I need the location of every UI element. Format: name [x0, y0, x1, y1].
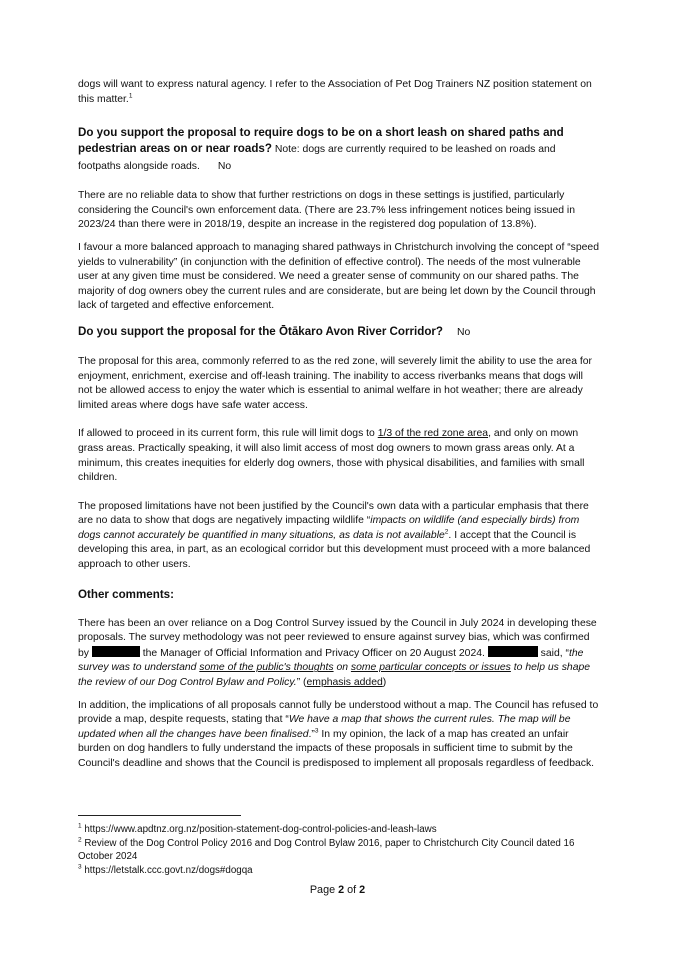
footnote-separator — [78, 815, 241, 816]
paragraph-survey: There has been an over reliance on a Dog Control Survey issued by the Council in July 2024 in developing these proposals. The survey methodology was not peer reviewed to ensure against survey bias, which was confirmed by the Manager of Official Information and Privacy Officer on 20 August 2024. said, “the survey was to understand some of the public's thoughts on some particular concepts or issues to help us shape the review of our Dog Control Bylaw and Policy.” (emphasis added) — [78, 617, 597, 689]
emphasis-added: emphasis added — [306, 677, 383, 689]
paragraph-red-zone: The proposal for this area, commonly referred to as the red zone, will severely limit the ability to use the area for enjoyment, enrichment, exercise and off-leash training. The inability to access riverbanks means that dogs will not be allowed access to enjoy the water which is essential to animal welfare in hot weather; there are already limited areas where dogs have safe water access. — [78, 355, 592, 411]
quote-italic: We have a map that shows the current rules. The map will be updated when all the changes have been finalised — [78, 714, 571, 740]
footnote-1[interactable]: $^1$ https://www.apdtnz.org.nz/position-statement-dog-control-policies-and-leash-laws — [78, 822, 437, 835]
document-page — [78, 78, 600, 780]
question-river-corridor — [78, 324, 600, 341]
paragraph-limit-dogs: If allowed to proceed in its current form, this rule will limit dogs to 1/3 of the red zone area, and only on mown grass areas. Practically speaking, it will also limit access of most dog owners to mown grass areas only. At a minimum, this creates inequities for elderly dog owners, those with physical disabilities, and families with small children. — [78, 428, 585, 484]
footnote-ref-2[interactable]: 2 — [444, 528, 449, 536]
question-answer: No — [217, 161, 232, 173]
page-number: Page 2 of 2 — [309, 884, 366, 896]
question-short-leash — [78, 125, 600, 175]
question-heading: Do you support the proposal for the Ōtākaro Avon River Corridor? — [78, 324, 444, 338]
section-heading-other-comments: Other comments: — [78, 587, 174, 601]
paragraph-wildlife: The proposed limitations have not been justified by the Council's own data with a particular emphasis that there are no data to show that dogs are negatively impacting wildlife “impacts on wildlife (and especially birds) from dogs cannot accurately be quantified in many situations, as data is not available$^2$. I accept that the Council is developing this area, in part, as an ecological corridor but this development must proceed with a more balanced approach to other users. — [78, 500, 591, 571]
paragraph-intro: dogs will want to express natural agency. I refer to the Association of Pet Dog Trainers NZ position statement on this matter.$^1$ — [78, 79, 592, 105]
question-note: Note: dogs are currently required to be leashed on roads and footpaths alongside roads. — [78, 144, 556, 173]
footnote-2: $^2$ Review of the Dog Control Policy 2016 and Dog Control Bylaw 2016, paper to Christchurch City Council dated 16 October 2024 — [78, 836, 575, 862]
footnote-3[interactable]: $^3$ https://letstalk.ccc.govt.nz/dogs#dogqa — [78, 863, 253, 876]
redaction-box — [92, 646, 140, 657]
question-answer: No — [457, 326, 471, 338]
quote-italic: impacts on wildlife (and especially birds) from dogs cannot accurately be quantified in many situations, as data is not available — [78, 515, 580, 541]
redaction-box — [488, 646, 538, 657]
paragraph-speed-yields: I favour a more balanced approach to managing shared pathways in Christchurch involving the concept of “speed yields to vulnerability” (in conjunction with the definition of effective control). The needs of the most vulnerable user at any given time must be considered. We need a greater sense of community on our shared paths. The majority of dog owners obey the current rules and are considerate, but are being let down by the Council through lack of targeted and effective enforcement. — [78, 241, 599, 312]
footnote-ref-3[interactable]: 3 — [314, 727, 319, 735]
underlined-phrase: 1/3 of the red zone area — [377, 428, 489, 440]
footnote-ref-1[interactable]: 1 — [128, 92, 133, 100]
paragraph-enforcement-data: There are no reliable data to show that further restrictions on dogs in these settings is justified, particularly considering the Council's own enforcement data. (There are 23.7% less infringement notices being issued in 2023/24 than there were in 2018/19, despite an increase in the registered dog population of 13.8%). — [78, 190, 575, 231]
question-heading: Do you support the proposal to require dogs to be on a short leash on shared paths and pedestrian areas on or near roads? — [78, 126, 564, 156]
paragraph-map: In addition, the implications of all proposals cannot fully be understood without a map. The Council has refused to provide a map, despite requests, stating that “We have a map that shows the current rules. The map will be updated when all the changes have been finalised.”$^3$ In my opinion, the lack of a map has created an unfair burden on dog handlers to fully understand the impacts of these proposals in sufficient time to submit by the Council's deadline and shows that the Council is predisposed to implement all proposals regardless of feedback. — [78, 699, 599, 769]
